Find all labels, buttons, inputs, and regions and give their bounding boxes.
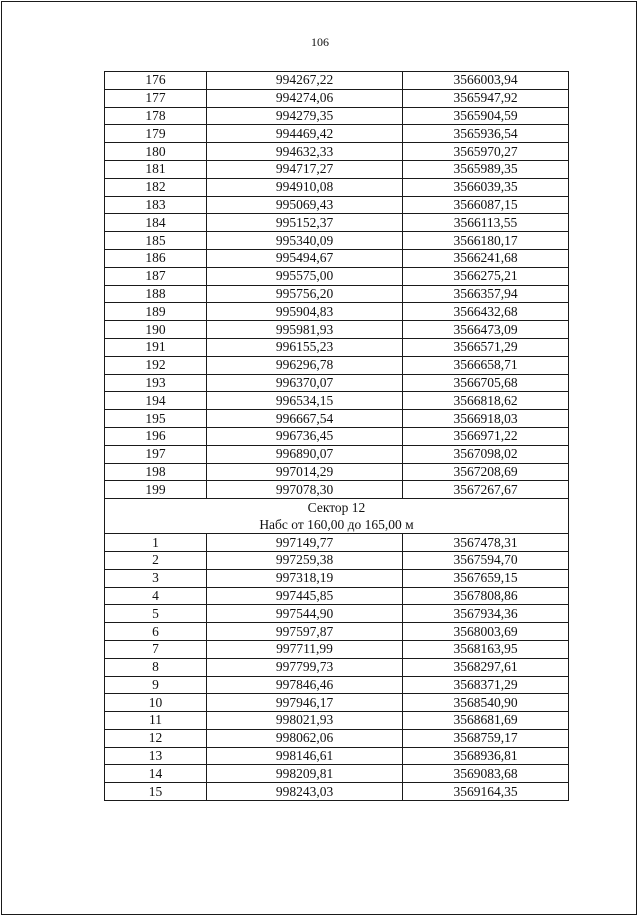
point-number-cell: 198 [105, 463, 207, 481]
x-coordinate-cell: 998062,06 [207, 729, 403, 747]
table-row [105, 623, 569, 641]
y-coordinate-cell: 3568681,69 [403, 712, 569, 730]
x-coordinate-cell: 995494,67 [207, 249, 403, 267]
sector-subtitle: Набс от 160,00 до 165,00 м [259, 517, 414, 533]
point-number-cell: 191 [105, 338, 207, 356]
point-number-cell: 11 [105, 712, 207, 730]
point-number-cell: 199 [105, 481, 207, 499]
x-coordinate-cell: 998209,81 [207, 765, 403, 783]
table-row [105, 143, 569, 161]
table-row [105, 410, 569, 428]
table-row [105, 427, 569, 445]
point-number-cell: 14 [105, 765, 207, 783]
table-row [105, 392, 569, 410]
x-coordinate-cell: 996296,78 [207, 356, 403, 374]
x-coordinate-cell: 995340,09 [207, 232, 403, 250]
x-coordinate-cell: 998021,93 [207, 712, 403, 730]
y-coordinate-cell: 3566918,03 [403, 410, 569, 428]
table-row [105, 658, 569, 676]
x-coordinate-cell: 995152,37 [207, 214, 403, 232]
x-coordinate-cell: 995904,83 [207, 303, 403, 321]
point-number-cell: 177 [105, 89, 207, 107]
point-number-cell: 2 [105, 551, 207, 569]
x-coordinate-cell: 995575,00 [207, 267, 403, 285]
point-number-cell: 178 [105, 107, 207, 125]
point-number-cell: 7 [105, 640, 207, 658]
y-coordinate-cell: 3566818,62 [403, 392, 569, 410]
table-body-upper [105, 72, 569, 499]
point-number-cell: 185 [105, 232, 207, 250]
x-coordinate-cell: 997078,30 [207, 481, 403, 499]
table-row [105, 551, 569, 569]
y-coordinate-cell: 3568371,29 [403, 676, 569, 694]
x-coordinate-cell: 996890,07 [207, 445, 403, 463]
table-row [105, 463, 569, 481]
point-number-cell: 197 [105, 445, 207, 463]
y-coordinate-cell: 3566971,22 [403, 427, 569, 445]
table-row [105, 783, 569, 801]
y-coordinate-cell: 3566113,55 [403, 214, 569, 232]
table-row [105, 285, 569, 303]
table-row [105, 249, 569, 267]
table-row [105, 160, 569, 178]
x-coordinate-cell: 997259,38 [207, 551, 403, 569]
y-coordinate-cell: 3568759,17 [403, 729, 569, 747]
y-coordinate-cell: 3567934,36 [403, 605, 569, 623]
x-coordinate-cell: 997544,90 [207, 605, 403, 623]
table-row [105, 445, 569, 463]
table-row [105, 125, 569, 143]
y-coordinate-cell: 3566180,17 [403, 232, 569, 250]
table-row [105, 729, 569, 747]
x-coordinate-cell: 997846,46 [207, 676, 403, 694]
table-row [105, 694, 569, 712]
point-number-cell: 5 [105, 605, 207, 623]
point-number-cell: 3 [105, 569, 207, 587]
point-number-cell: 183 [105, 196, 207, 214]
table-row [105, 605, 569, 623]
x-coordinate-cell: 997597,87 [207, 623, 403, 641]
table-row [105, 321, 569, 339]
point-number-cell: 190 [105, 321, 207, 339]
point-number-cell: 188 [105, 285, 207, 303]
x-coordinate-cell: 995756,20 [207, 285, 403, 303]
y-coordinate-cell: 3566571,29 [403, 338, 569, 356]
table-row [105, 587, 569, 605]
y-coordinate-cell: 3565904,59 [403, 107, 569, 125]
table-row [105, 712, 569, 730]
table-row [105, 89, 569, 107]
point-number-cell: 15 [105, 783, 207, 801]
table-row [105, 569, 569, 587]
y-coordinate-cell: 3568540,90 [403, 694, 569, 712]
x-coordinate-cell: 994469,42 [207, 125, 403, 143]
point-number-cell: 179 [105, 125, 207, 143]
x-coordinate-cell: 997799,73 [207, 658, 403, 676]
y-coordinate-cell: 3567478,31 [403, 534, 569, 552]
point-number-cell: 13 [105, 747, 207, 765]
point-number-cell: 182 [105, 178, 207, 196]
y-coordinate-cell: 3566473,09 [403, 321, 569, 339]
x-coordinate-cell: 997149,77 [207, 534, 403, 552]
sector-title: Сектор 12 [307, 500, 366, 516]
x-coordinate-cell: 996534,15 [207, 392, 403, 410]
point-number-cell: 196 [105, 427, 207, 445]
x-coordinate-cell: 996370,07 [207, 374, 403, 392]
table-row [105, 676, 569, 694]
point-number-cell: 184 [105, 214, 207, 232]
y-coordinate-cell: 3566275,21 [403, 267, 569, 285]
y-coordinate-cell: 3567098,02 [403, 445, 569, 463]
y-coordinate-cell: 3568163,95 [403, 640, 569, 658]
y-coordinate-cell: 3566705,68 [403, 374, 569, 392]
y-coordinate-cell: 3566003,94 [403, 72, 569, 90]
point-number-cell: 6 [105, 623, 207, 641]
x-coordinate-cell: 997318,19 [207, 569, 403, 587]
x-coordinate-cell: 994717,27 [207, 160, 403, 178]
sector-header-row [105, 499, 569, 534]
table-row [105, 232, 569, 250]
table-row [105, 303, 569, 321]
table-row [105, 374, 569, 392]
table-row [105, 107, 569, 125]
coordinates-table [104, 71, 569, 801]
y-coordinate-cell: 3566432,68 [403, 303, 569, 321]
table-row [105, 338, 569, 356]
point-number-cell: 176 [105, 72, 207, 90]
x-coordinate-cell: 994910,08 [207, 178, 403, 196]
table-row [105, 214, 569, 232]
y-coordinate-cell: 3567594,70 [403, 551, 569, 569]
page-number: 106 [311, 35, 329, 49]
y-coordinate-cell: 3568297,61 [403, 658, 569, 676]
y-coordinate-cell: 3566087,15 [403, 196, 569, 214]
x-coordinate-cell: 996736,45 [207, 427, 403, 445]
x-coordinate-cell: 994279,35 [207, 107, 403, 125]
y-coordinate-cell: 3567808,86 [403, 587, 569, 605]
y-coordinate-cell: 3567208,69 [403, 463, 569, 481]
point-number-cell: 180 [105, 143, 207, 161]
x-coordinate-cell: 998243,03 [207, 783, 403, 801]
table-body-lower [105, 534, 569, 801]
y-coordinate-cell: 3567659,15 [403, 569, 569, 587]
point-number-cell: 186 [105, 249, 207, 267]
x-coordinate-cell: 995981,93 [207, 321, 403, 339]
point-number-cell: 192 [105, 356, 207, 374]
point-number-cell: 195 [105, 410, 207, 428]
y-coordinate-cell: 3566241,68 [403, 249, 569, 267]
x-coordinate-cell: 997014,29 [207, 463, 403, 481]
x-coordinate-cell: 994274,06 [207, 89, 403, 107]
x-coordinate-cell: 995069,43 [207, 196, 403, 214]
y-coordinate-cell: 3568003,69 [403, 623, 569, 641]
table-row [105, 481, 569, 499]
y-coordinate-cell: 3565936,54 [403, 125, 569, 143]
y-coordinate-cell: 3566039,35 [403, 178, 569, 196]
y-coordinate-cell: 3567267,67 [403, 481, 569, 499]
x-coordinate-cell: 996667,54 [207, 410, 403, 428]
y-coordinate-cell: 3569083,68 [403, 765, 569, 783]
y-coordinate-cell: 3566658,71 [403, 356, 569, 374]
table-row [105, 534, 569, 552]
table-row [105, 640, 569, 658]
table-row [105, 196, 569, 214]
table-row [105, 72, 569, 90]
x-coordinate-cell: 997946,17 [207, 694, 403, 712]
x-coordinate-cell: 998146,61 [207, 747, 403, 765]
y-coordinate-cell: 3565970,27 [403, 143, 569, 161]
y-coordinate-cell: 3569164,35 [403, 783, 569, 801]
point-number-cell: 194 [105, 392, 207, 410]
y-coordinate-cell: 3565947,92 [403, 89, 569, 107]
point-number-cell: 4 [105, 587, 207, 605]
point-number-cell: 1 [105, 534, 207, 552]
point-number-cell: 181 [105, 160, 207, 178]
table-row [105, 747, 569, 765]
point-number-cell: 8 [105, 658, 207, 676]
y-coordinate-cell: 3565989,35 [403, 160, 569, 178]
x-coordinate-cell: 996155,23 [207, 338, 403, 356]
x-coordinate-cell: 994267,22 [207, 72, 403, 90]
point-number-cell: 189 [105, 303, 207, 321]
table-row [105, 356, 569, 374]
x-coordinate-cell: 994632,33 [207, 143, 403, 161]
y-coordinate-cell: 3566357,94 [403, 285, 569, 303]
point-number-cell: 10 [105, 694, 207, 712]
table-row [105, 178, 569, 196]
y-coordinate-cell: 3568936,81 [403, 747, 569, 765]
point-number-cell: 12 [105, 729, 207, 747]
x-coordinate-cell: 997711,99 [207, 640, 403, 658]
point-number-cell: 193 [105, 374, 207, 392]
point-number-cell: 9 [105, 676, 207, 694]
point-number-cell: 187 [105, 267, 207, 285]
sector-header-cell [105, 499, 569, 534]
x-coordinate-cell: 997445,85 [207, 587, 403, 605]
table-row [105, 267, 569, 285]
sector-header-group [105, 499, 569, 534]
table-row [105, 765, 569, 783]
